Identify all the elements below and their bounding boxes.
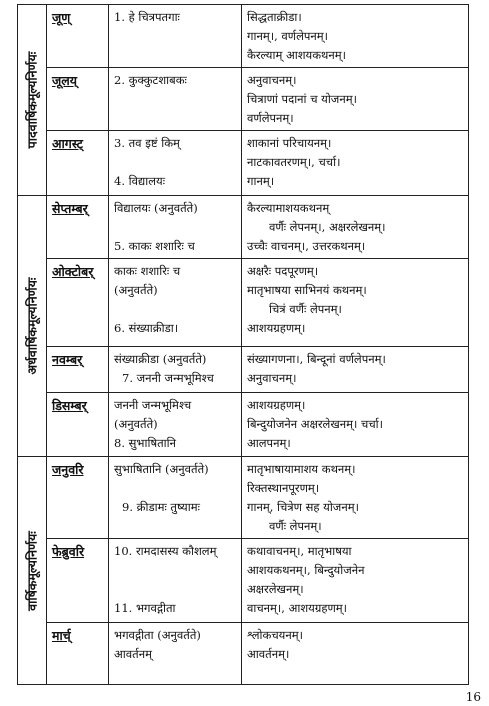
cell-line: जननी जन्मभूमिश्च	[114, 398, 192, 412]
cell-line: कैरल्यामाशयकथनम्	[247, 201, 330, 215]
table-row	[18, 259, 469, 347]
line-spacer	[114, 561, 237, 580]
month-cell	[47, 5, 109, 68]
activity-cell	[242, 259, 469, 347]
cell-line: चित्राणां पदानां च योजनम्।	[247, 92, 357, 106]
cell-line: 7. जननी जन्मभूमिश्च	[122, 371, 214, 385]
cell-line: मातृभाषया साभिनयं कथनम्।	[247, 283, 367, 297]
cell-line: चित्रं वर्णैः लेपनम्।	[269, 302, 342, 316]
cell-line: वर्णैः लेपनम्।	[269, 519, 322, 533]
table-row	[18, 393, 469, 457]
month-name: मार्च्	[52, 628, 71, 643]
cell-line: (अनुवर्तते)	[114, 417, 158, 431]
line-spacer	[114, 479, 237, 498]
cell-line: कथावाचनम्।, मातृभाषया	[247, 544, 352, 558]
month-cell	[47, 196, 109, 259]
month-name: डिसम्बर्	[52, 398, 87, 413]
cell-line: 3. तव इष्टं किम्	[114, 136, 180, 150]
lesson-cell	[109, 393, 242, 457]
cell-line: सिद्धताक्रीडा।	[247, 10, 302, 24]
lesson-cell	[109, 196, 242, 259]
cell-line: (अनुवर्तते)	[114, 283, 158, 297]
activity-cell	[242, 347, 469, 393]
cell-line: भगवद्गीता (अनुवर्तते)	[114, 628, 201, 642]
month-name: जूलय्	[52, 73, 78, 88]
table-row	[18, 68, 469, 131]
activity-cell	[242, 393, 469, 457]
cell-line: 4. विद्यालयः	[114, 174, 166, 188]
month-name: ओक्टोबर्	[52, 264, 94, 279]
cell-line: सुभाषितानि (अनुवर्तते)	[114, 462, 209, 476]
table-row	[18, 5, 469, 68]
table-row	[18, 196, 469, 259]
lesson-cell	[109, 68, 242, 131]
cell-line: काकः शशारिः च	[114, 264, 181, 278]
cell-line: अक्षरलेखनम्।	[247, 582, 304, 596]
month-name: सेप्तम्बर्	[52, 201, 88, 216]
lesson-cell	[109, 457, 242, 539]
table-row	[18, 539, 469, 623]
assessment-group-cell	[18, 196, 47, 457]
activity-cell	[242, 5, 469, 68]
month-cell	[47, 131, 109, 196]
cell-line: अक्षरैः पदपूरणम्।	[247, 264, 319, 278]
cell-line: आशयग्रहणम्।	[247, 398, 306, 412]
month-name: जूण्	[52, 10, 71, 25]
assessment-group-title: वार्षिकमूल्यनिर्णयः	[24, 530, 40, 611]
cell-line: आशयग्रहणम्।	[247, 321, 306, 335]
lesson-cell	[109, 131, 242, 196]
line-spacer	[114, 300, 237, 319]
cell-line: 9. क्रीडामः तुष्यामः	[122, 500, 200, 514]
cell-line: अनुवाचनम्।	[247, 73, 297, 87]
table-body	[18, 5, 469, 685]
month-name: नवम्बर्	[52, 352, 83, 367]
cell-line: 11. भगवद्गीता	[114, 601, 176, 615]
line-spacer	[114, 580, 237, 599]
cell-line: 1. हे चित्रपतगाः	[114, 10, 180, 24]
cell-line: 6. संख्याक्रीडा।	[114, 321, 179, 335]
month-name: जनुवरि	[52, 462, 84, 477]
month-cell	[47, 623, 109, 685]
month-cell	[47, 68, 109, 131]
activity-cell	[242, 457, 469, 539]
month-name: आगस्ट्	[52, 136, 83, 151]
month-cell	[47, 539, 109, 623]
cell-line: विद्यालयः (अनुवर्तते)	[114, 201, 198, 215]
activity-cell	[242, 539, 469, 623]
assessment-group-cell	[18, 457, 47, 685]
cell-line: गानम्, चित्रेण सह योजनम्।	[247, 500, 359, 514]
cell-line: गानम्।, वर्णलेपनम्।	[247, 29, 329, 43]
activity-cell	[242, 623, 469, 685]
month-cell	[47, 457, 109, 539]
cell-line: वर्णलेपनम्।	[247, 111, 294, 125]
monthly-plan-table	[17, 4, 469, 685]
lesson-cell	[109, 5, 242, 68]
table-row	[18, 347, 469, 393]
cell-line: बिन्दुयोजनेन अक्षरलेखनम्। चर्चा।	[247, 417, 383, 431]
cell-line: 5. काकः शशारिः च	[114, 239, 195, 253]
activity-cell	[242, 131, 469, 196]
cell-line: आवर्तनम्	[114, 647, 152, 661]
lesson-cell	[109, 259, 242, 347]
lesson-cell	[109, 623, 242, 685]
month-cell	[47, 393, 109, 457]
cell-line: संख्यागणना।, बिन्दूनां वर्णलेपनम्।	[247, 352, 386, 366]
cell-line: आशयकथनम्।, बिन्दुयोजनेन	[247, 563, 365, 577]
month-name: फेब्रुवरि	[52, 544, 85, 559]
assessment-group-cell	[18, 5, 47, 196]
line-spacer	[114, 153, 237, 172]
table-row	[18, 623, 469, 685]
assessment-group-title: अर्धवार्षिकमूल्यनिर्णयः	[24, 277, 40, 375]
lesson-cell	[109, 347, 242, 393]
table-row	[18, 131, 469, 196]
cell-line: गानम्।	[247, 174, 275, 188]
month-cell	[47, 259, 109, 347]
month-cell	[47, 347, 109, 393]
cell-line: वाचनम्।, आशयग्रहणम्।	[247, 601, 347, 615]
cell-line: वर्णैः लेपनम्।, अक्षरलेखनम्।	[269, 220, 386, 234]
line-spacer	[114, 218, 237, 237]
cell-line: रिक्तस्थानपूरणम्।	[247, 481, 320, 495]
cell-line: आलपनम्।	[247, 436, 291, 450]
cell-line: 2. कुक्कुटशाबकः	[114, 73, 187, 87]
table-row	[18, 457, 469, 539]
cell-line: उच्चैः वाचनम्।, उत्तरकथनम्।	[247, 239, 366, 253]
cell-line: संख्याक्रीडा (अनुवर्तते)	[114, 352, 207, 366]
cell-line: अनुवाचनम्।	[247, 371, 297, 385]
cell-line: आवर्तनम्।	[247, 647, 290, 661]
cell-line: कैरल्याम् आशयकथनम्।	[247, 48, 347, 62]
cell-line: शाकानां परिचायनम्।	[247, 136, 332, 150]
cell-line: मातृभाषायामाशय कथनम्।	[247, 462, 356, 476]
page-number: 16	[465, 690, 481, 704]
activity-cell	[242, 196, 469, 259]
cell-line: श्लोकचयनम्।	[247, 628, 303, 642]
activity-cell	[242, 68, 469, 131]
cell-line: नाटकावतरणम्।, चर्चा।	[247, 155, 341, 169]
cell-line: 8. सुभाषितानि	[114, 436, 176, 450]
lesson-cell	[109, 539, 242, 623]
cell-line: 10. रामदासस्य कौशलम्	[114, 544, 217, 558]
assessment-group-title: पादवार्षिकमूल्यनिर्णयः	[24, 51, 40, 149]
